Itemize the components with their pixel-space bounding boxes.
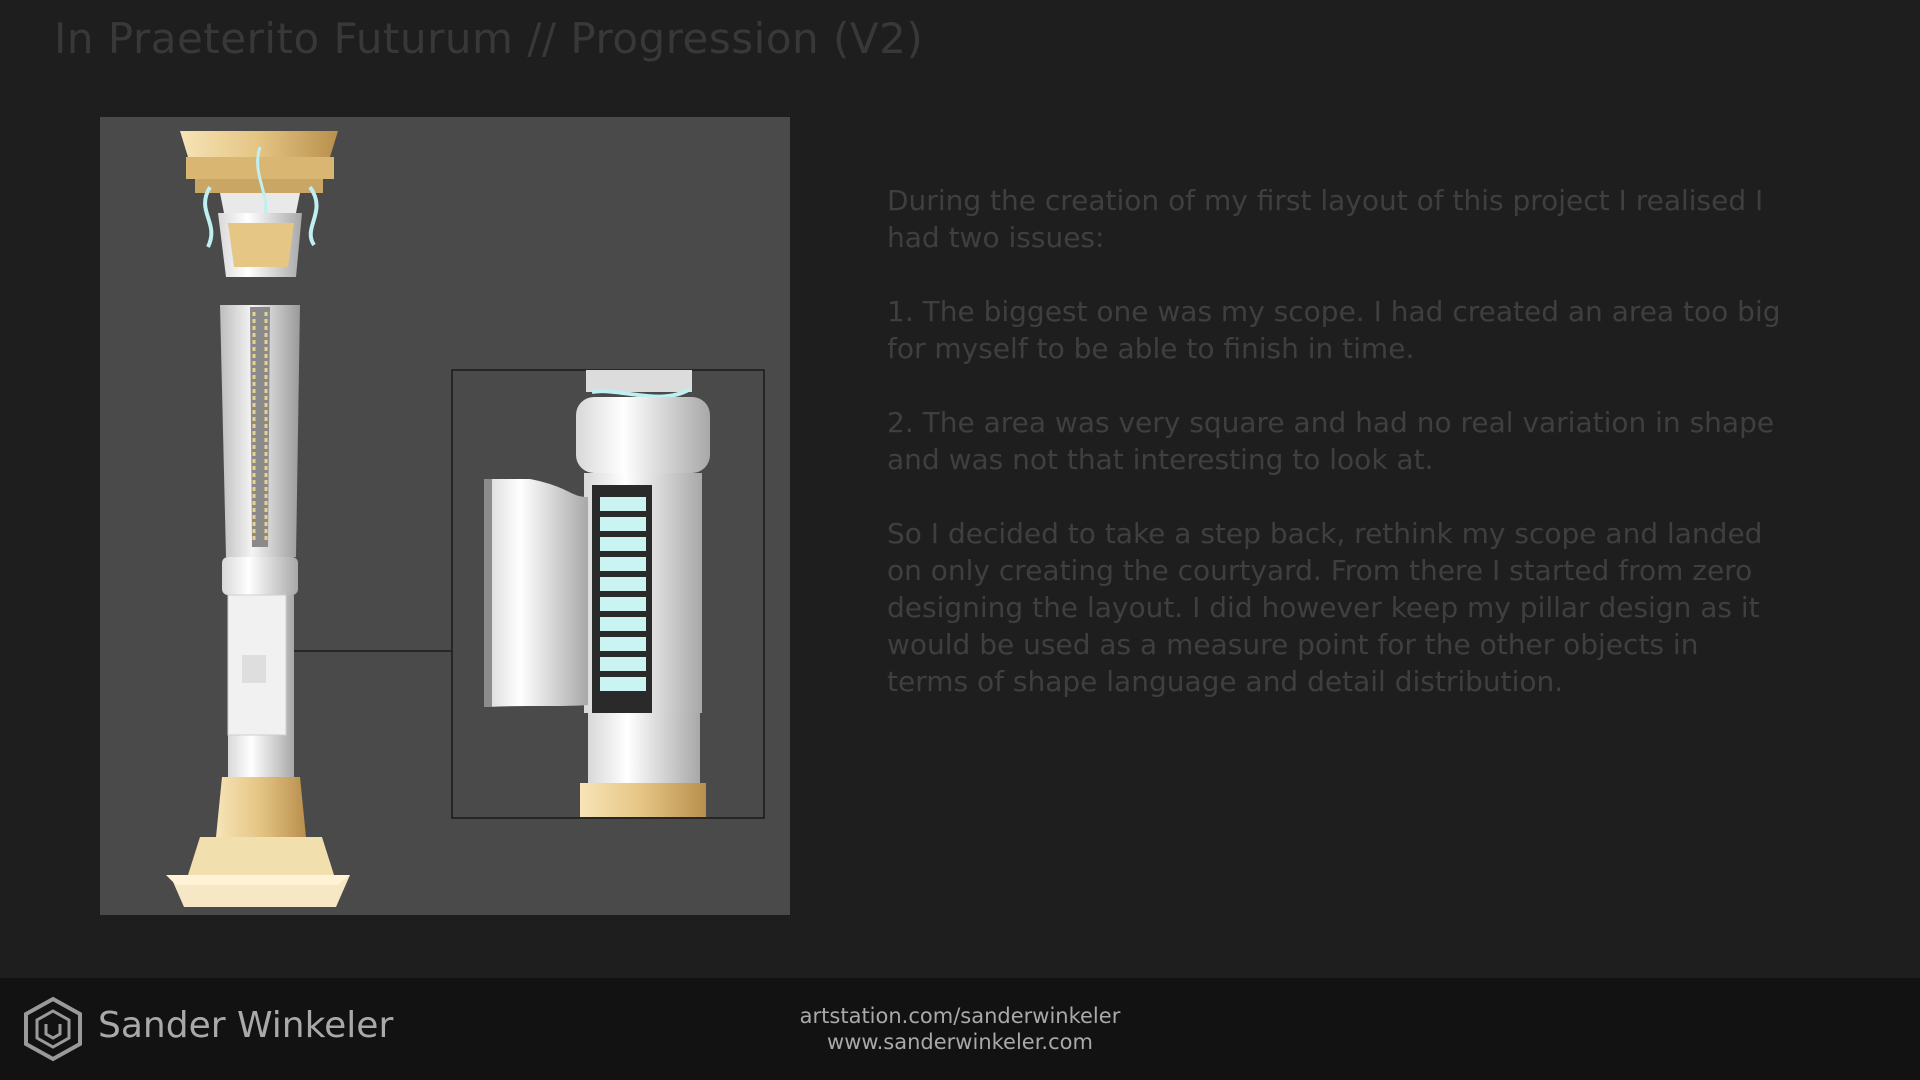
description-text	[887, 182, 1787, 737]
paragraph-issue-1: 1. The biggest one was my scope. I had created an area too big for myself to be able to finish in time.	[887, 295, 1781, 365]
hexagon-logo-icon	[22, 996, 84, 1066]
artstation-link[interactable]: artstation.com/sanderwinkeler	[799, 1004, 1121, 1028]
detail-inset	[452, 370, 764, 818]
website-link[interactable]: www.sanderwinkeler.com	[827, 1030, 1093, 1054]
footer-links	[760, 1003, 1160, 1055]
main-pillar	[166, 131, 350, 907]
footer-bar	[0, 978, 1920, 1080]
author-name: Sander Winkeler	[98, 1005, 394, 1046]
page-title: In Praeterito Futurum // Progression (V2)	[54, 14, 924, 63]
paragraph-conclusion: So I decided to take a step back, rethink my scope and landed on only creating the courtyard. From there I started from zero designing the layout. I did however keep my pillar design as it would be used as a measure point for the other objects in terms of shape language and detail distribution.	[887, 517, 1763, 698]
pillar-render-image	[100, 117, 790, 915]
paragraph-intro: During the creation of my first layout of this project I realised I had two issues:	[887, 184, 1764, 254]
paragraph-issue-2: 2. The area was very square and had no real variation in shape and was not that interesting to look at.	[887, 406, 1775, 476]
